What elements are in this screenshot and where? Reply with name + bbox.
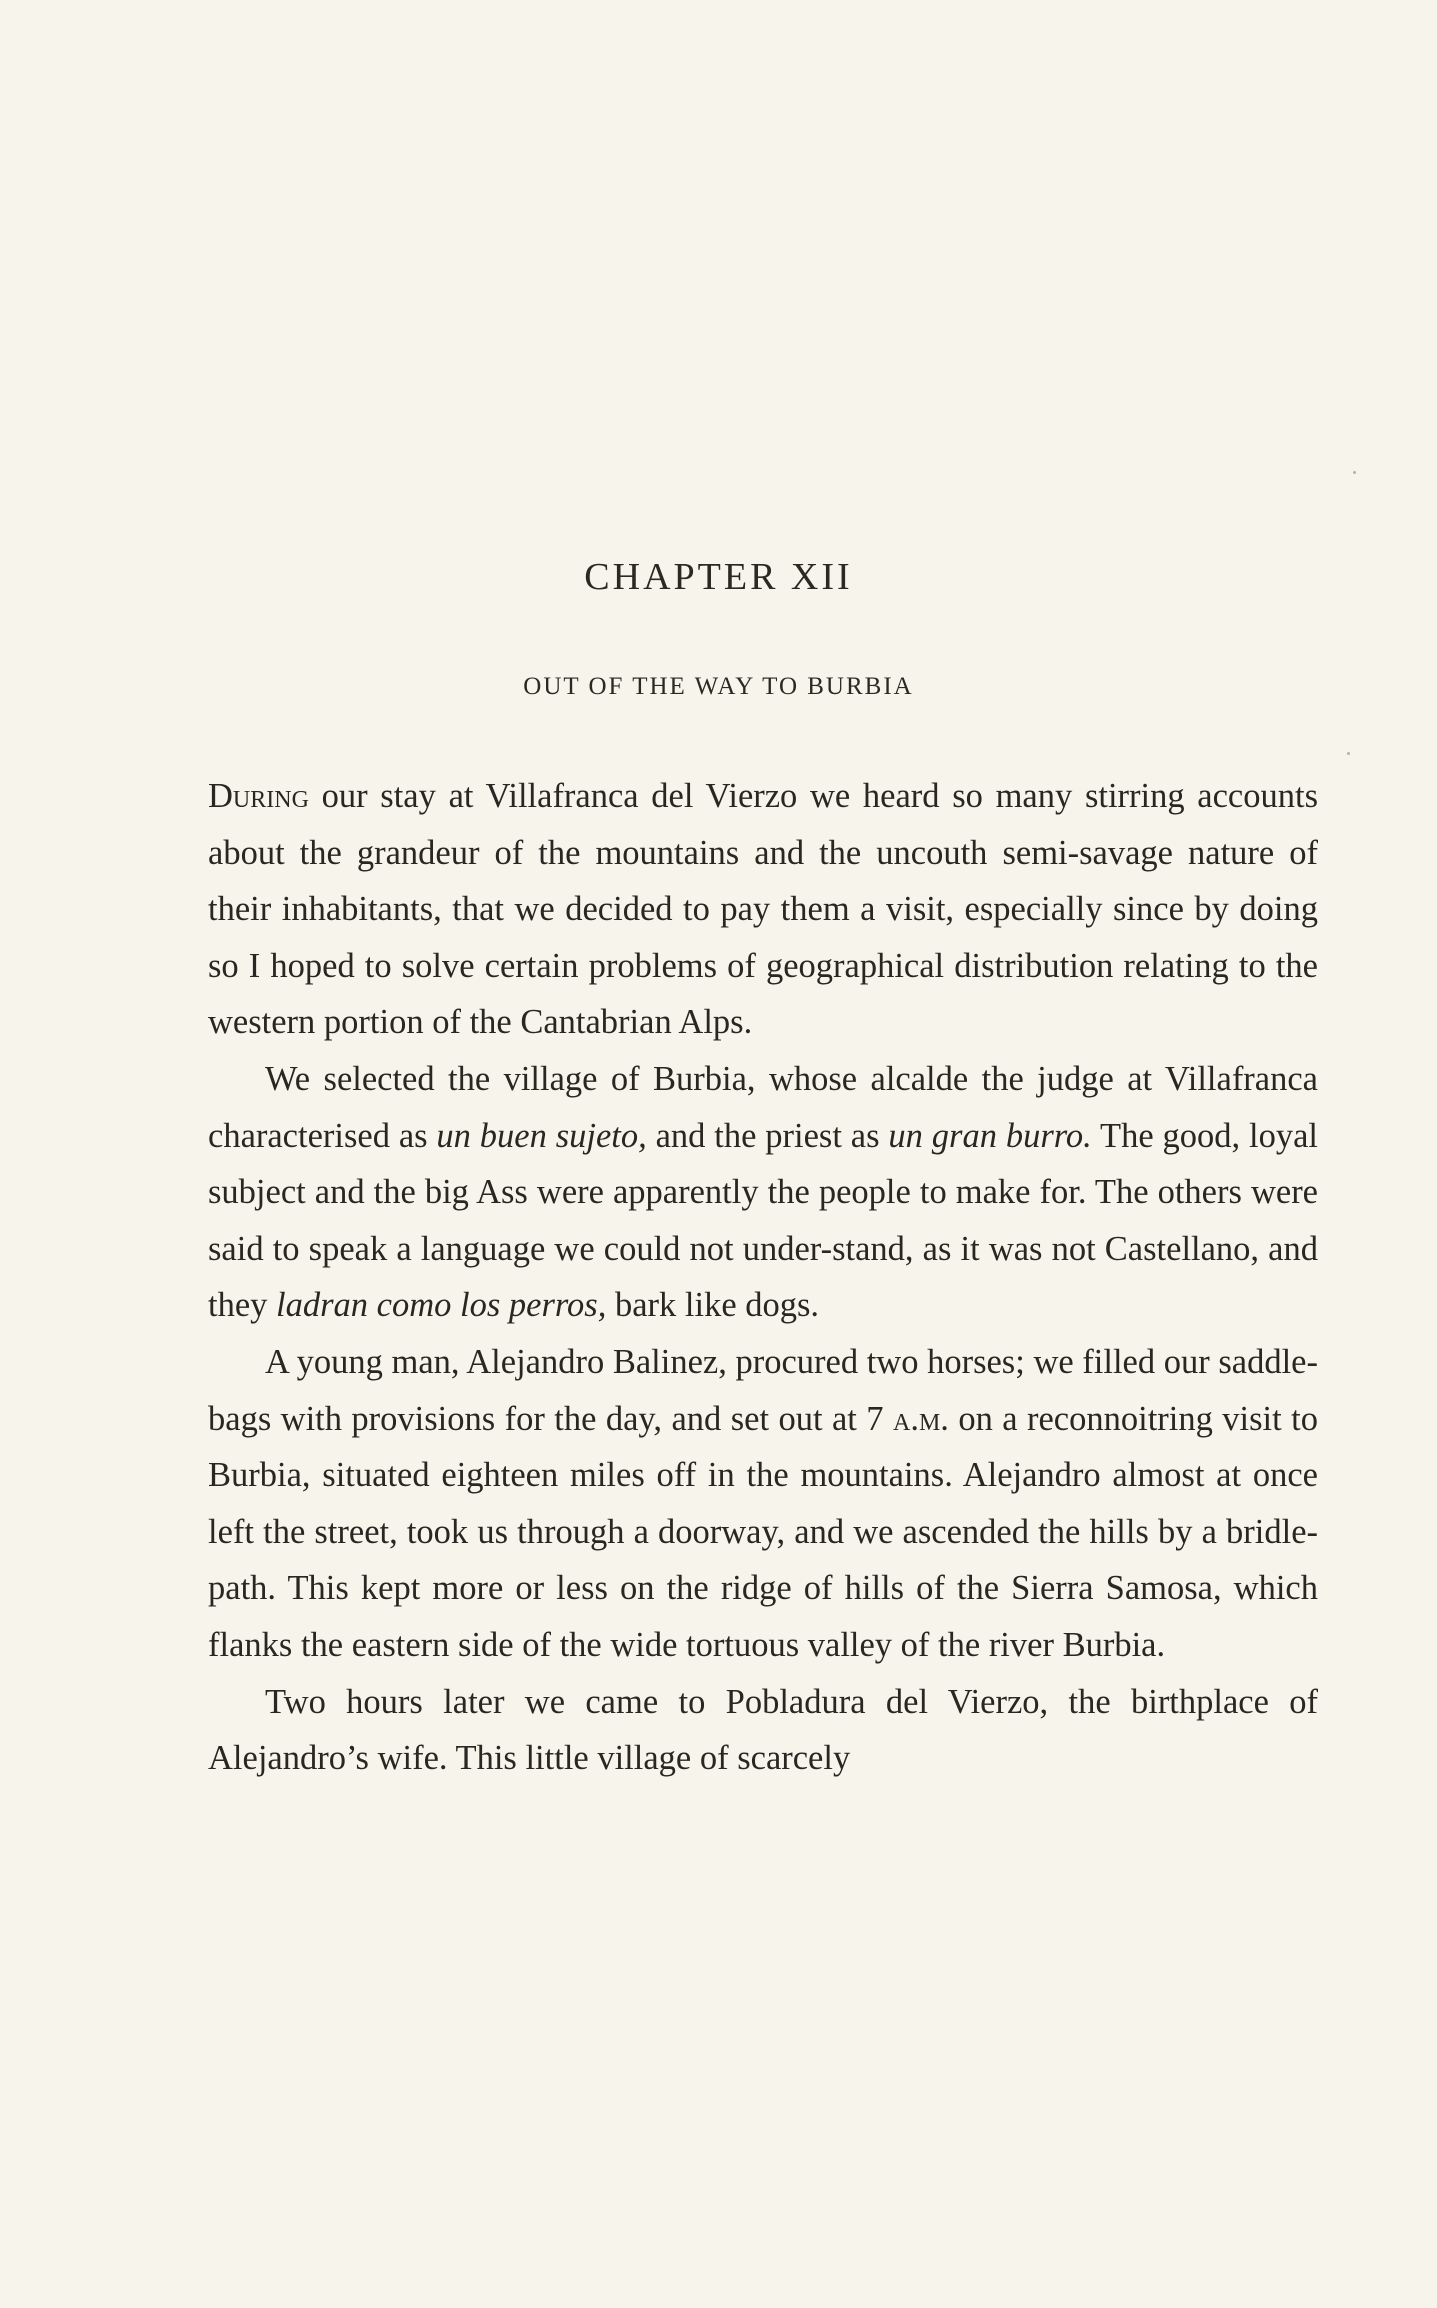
- italic-phrase-buen-sujeto: un buen sujeto,: [436, 1116, 647, 1155]
- time-abbreviation: a.m.: [892, 1399, 949, 1438]
- chapter-subtitle: OUT OF THE WAY TO BURBIA: [523, 673, 914, 700]
- paper-speck: [1347, 752, 1350, 755]
- italic-phrase-ladran: ladran como los perros,: [276, 1286, 607, 1325]
- paragraph-2-text-1: We selected the village of Burbia, whose alcalde the judge at Villafranca characterised as: [208, 1059, 1318, 1155]
- paragraph-4: [208, 1674, 1318, 1787]
- paragraph-3-text-2: on a reconnoitring visit to Burbia, situated eighteen miles off in the mountains. Alejandro almost at once left the street, took us through a doorway, and we ascended the hills by a bridle-path. This kept more or less on the ridge of hills of the Sierra Samosa, which flanks the eastern side of the wide tortuous valley of the river Burbia.: [208, 1399, 1318, 1664]
- body-text: [208, 768, 1318, 1787]
- paragraph-2-text-3: The good, loyal subject and the big Ass were apparently the people to make for. The others were said to speak a language we could not under-stand, as it was not Castellano, and they: [208, 1116, 1318, 1325]
- paragraph-3-text-1: A young man, Alejandro Balinez, procured two horses; we filled our saddle-bags with provisions for the day, and set out at 7: [208, 1342, 1318, 1438]
- paper-speck: [1353, 471, 1356, 474]
- italic-phrase-gran-burro: un gran burro.: [888, 1116, 1092, 1155]
- chapter-title: CHAPTER XII: [584, 556, 853, 598]
- paragraph-2: [208, 1051, 1318, 1334]
- paragraph-2-text-4: bark like dogs.: [606, 1286, 820, 1325]
- paragraph-2-text-2: and the priest as: [646, 1116, 889, 1155]
- opening-word: During: [208, 777, 309, 815]
- paragraph-4-text: Two hours later we came to Pobladura del Vierzo, the birthplace of Alejandro’s wife. This little village of scarcely: [208, 1682, 1318, 1778]
- paragraph-3: [208, 1334, 1318, 1674]
- paragraph-1: [208, 768, 1318, 1051]
- paragraph-1-text: our stay at Villafranca del Vierzo we heard so many stirring accounts about the grandeur of the mountains and the uncouth semi-savage nature of their inhabitants, that we decided to pay them a visit, especially since by doing so I hoped to solve certain problems of geographical distribution relating to the western portion of the Cantabrian Alps.: [208, 777, 1318, 1042]
